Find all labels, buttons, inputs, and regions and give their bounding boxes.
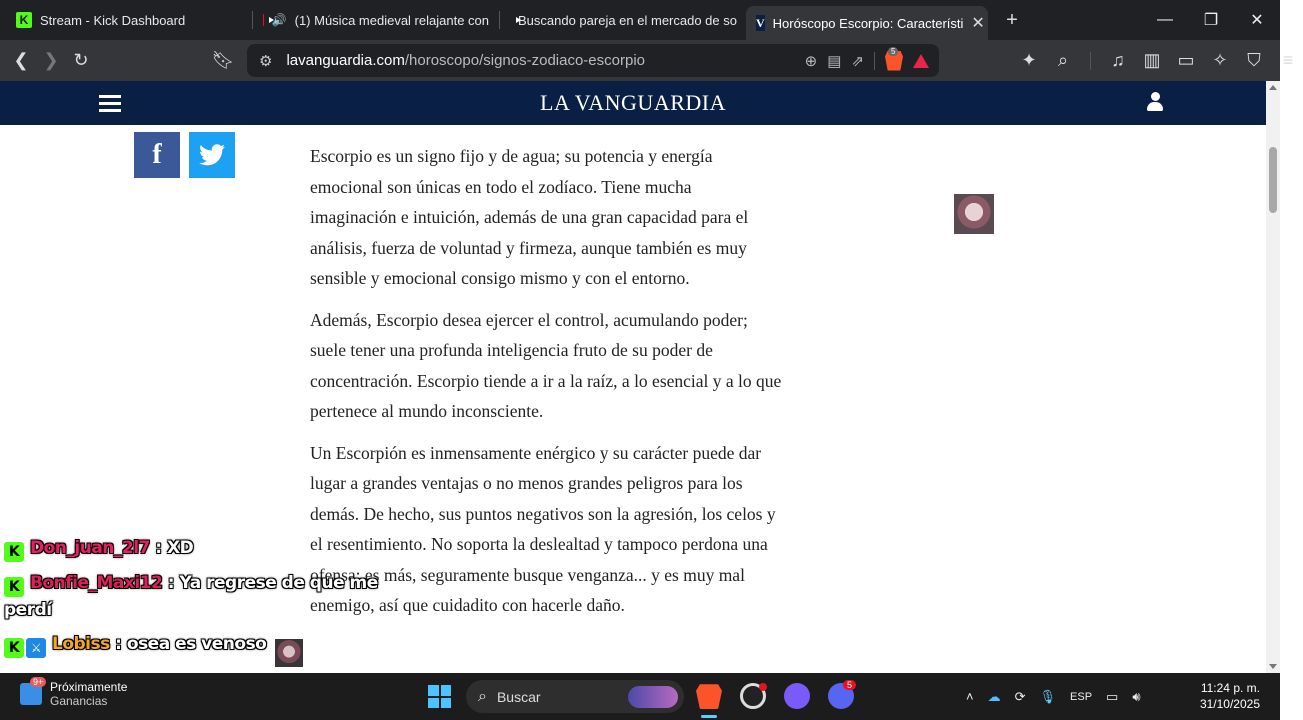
youtube-icon	[263, 14, 264, 26]
lavanguardia-icon: V	[756, 15, 765, 30]
onedrive-icon[interactable]: ☁	[987, 688, 1001, 704]
chat-username: Lobiss	[52, 634, 110, 654]
search-placeholder: Buscar	[496, 688, 541, 705]
moderator-badge-icon: ⚔	[26, 638, 46, 658]
article-paragraph: Escorpio es un signo fijo y de agua; su potencia y energía emocional son únicas en todo el zodíaco. Tiene mucha imaginación e intuición, además de una gran capacidad para el análisis, fuerza de voluntad y firmeza, aunque también es muy sensible y emocional consigo mismo y con el entorno.	[310, 146, 749, 288]
close-window-button[interactable]: ✕	[1250, 12, 1264, 29]
facebook-share-button[interactable]: f	[134, 132, 180, 178]
taskbar-search[interactable]	[466, 680, 684, 713]
sidebar-icon[interactable]: ▥	[1143, 50, 1161, 70]
page-scrollbar[interactable]	[1266, 81, 1280, 673]
forward-button[interactable]: ❯	[43, 50, 59, 70]
back-button[interactable]: ❮	[13, 50, 29, 70]
windows-start-icon[interactable]	[428, 685, 451, 708]
leo-search-icon[interactable]: ⌕	[1057, 50, 1069, 70]
close-tab-icon[interactable]: ✕	[971, 15, 985, 32]
zoom-icon[interactable]: ⊕	[804, 52, 818, 70]
chat-text: : Ya regrese de que me perdí	[4, 573, 378, 620]
active-app-indicator	[701, 715, 717, 718]
chevron-up-icon[interactable]: ˄	[966, 689, 974, 704]
restore-button[interactable]: ❐	[1203, 12, 1219, 29]
scroll-up-arrow[interactable]	[1269, 85, 1277, 90]
wallet-icon[interactable]: ▭	[1177, 50, 1195, 70]
volume-icon[interactable]: 🔊︎	[1132, 688, 1141, 704]
bookmark-button[interactable]: 🔖︎	[211, 49, 235, 70]
site-logo[interactable]: LA VANGUARDIA	[540, 90, 726, 115]
tab-title: Stream - Kick Dashboard	[40, 12, 186, 28]
stream-chat-overlay	[4, 535, 384, 666]
url-domain: lavanguardia.com	[286, 52, 405, 69]
chat-app-taskbar-icon[interactable]	[784, 683, 810, 709]
browser-toolbar	[0, 40, 1294, 81]
tab-title: Buscando pareja en el mercado de so	[518, 12, 737, 28]
tab-title: (1) Música medieval relajante con	[294, 12, 489, 28]
share-icon[interactable]: ⇗	[851, 52, 864, 70]
tab-youtube-pareja[interactable]	[500, 4, 746, 36]
tab-kick-dashboard[interactable]	[6, 4, 252, 36]
brave-rewards-icon[interactable]	[913, 54, 929, 68]
article-paragraph: Además, Escorpio desea ejercer el control, acumulando poder; suele tener una profunda inteligencia fruto de su poder de concentración. Escorpio tiende a ir a la raíz, a lo esencial y a lo que pertenece al mundo inconsciente.	[310, 309, 782, 421]
extension-tools	[1014, 40, 1303, 81]
chat-text: : XD	[149, 538, 194, 558]
news-widget-icon	[20, 677, 44, 705]
kick-icon: K	[16, 12, 32, 28]
news-widget[interactable]	[20, 677, 128, 708]
extensions-icon[interactable]: ✦	[1021, 50, 1037, 70]
shields-count-badge: 5	[888, 47, 898, 56]
kick-badge-icon: K	[4, 577, 24, 597]
address-bar[interactable]	[247, 44, 939, 77]
microphone-icon[interactable]: 🎙︎	[1039, 688, 1057, 704]
ad-thumbnail-image[interactable]	[954, 194, 994, 234]
tab-bar	[0, 0, 1280, 40]
vpn-icon[interactable]: ⛉	[1247, 50, 1261, 70]
tab-horoscopo[interactable]	[746, 6, 988, 40]
taskbar-clock[interactable]	[1200, 680, 1260, 712]
scroll-down-arrow[interactable]	[1269, 664, 1277, 669]
chat-text: : osea es venoso	[109, 634, 267, 654]
scrollbar-thumb[interactable]	[1269, 147, 1277, 213]
sync-icon[interactable]: ⟳	[1014, 688, 1026, 704]
chat-message	[4, 631, 384, 658]
leo-ai-icon[interactable]: ✧	[1212, 50, 1228, 70]
tab-title: Horóscopo Escorpio: Característi	[772, 15, 964, 31]
language-indicator[interactable]: ESP	[1070, 690, 1093, 703]
network-icon[interactable]: ▭	[1106, 688, 1119, 704]
system-tray	[966, 673, 1141, 720]
clock-time: 11:24 p. m.	[1200, 681, 1260, 695]
news-badge: 9+	[30, 677, 46, 687]
twitter-icon	[199, 144, 225, 166]
new-tab-button[interactable]: +	[1006, 8, 1018, 31]
twitter-share-button[interactable]	[189, 132, 235, 178]
url-path: /horoscopo/signos-zodiaco-escorpio	[404, 52, 645, 69]
divider	[1090, 52, 1091, 70]
brave-browser-taskbar-icon[interactable]	[696, 683, 722, 709]
chat-message	[4, 535, 384, 562]
window-controls	[1142, 0, 1280, 40]
chat-username: Don_juan_2l7	[30, 538, 150, 558]
discord-badge: 5	[843, 680, 856, 690]
recording-indicator	[759, 683, 767, 691]
audio-icon[interactable]: 🔊	[271, 13, 287, 27]
site-header	[0, 81, 1266, 125]
kick-badge-icon: K	[4, 542, 24, 562]
user-icon[interactable]	[1147, 92, 1163, 112]
menu-icon[interactable]: ≡	[1282, 50, 1294, 70]
chat-username: Bonfie_Maxi12	[30, 573, 163, 593]
windows-taskbar	[0, 673, 1280, 720]
chat-avatar-image	[275, 639, 303, 667]
clock-date: 31/10/2025	[1199, 697, 1260, 711]
divider	[874, 52, 875, 70]
search-icon: ⌕	[478, 687, 487, 705]
media-icon[interactable]: ♫	[1111, 50, 1125, 70]
news-subtitle: Ganancias	[50, 694, 108, 708]
minimize-button[interactable]: —	[1157, 11, 1173, 28]
chat-message	[4, 570, 384, 623]
kick-badge-icon: K	[4, 638, 24, 658]
search-highlight-icon	[628, 686, 678, 708]
article-paragraph: Un Escorpión es inmensamente enérgico y su carácter puede dar lugar a grandes ventajas o no menos grandes peligros para los demás. De hecho, sus puntos negativos son la agresión, los celos y el resentimiento. No soporta la deslealtad y tampoco perdona una ofensa; es más, seguramente busque venganza... y es muy mal enemigo, así que cuidadito con hacerle daño.	[310, 442, 776, 615]
tab-youtube-music[interactable]	[253, 4, 499, 36]
reload-button[interactable]: ↻	[73, 50, 89, 70]
site-info-icon[interactable]: ⚙︎	[259, 52, 273, 70]
reader-mode-icon[interactable]: ▤	[827, 52, 842, 70]
news-title: Próximamente	[50, 680, 128, 694]
